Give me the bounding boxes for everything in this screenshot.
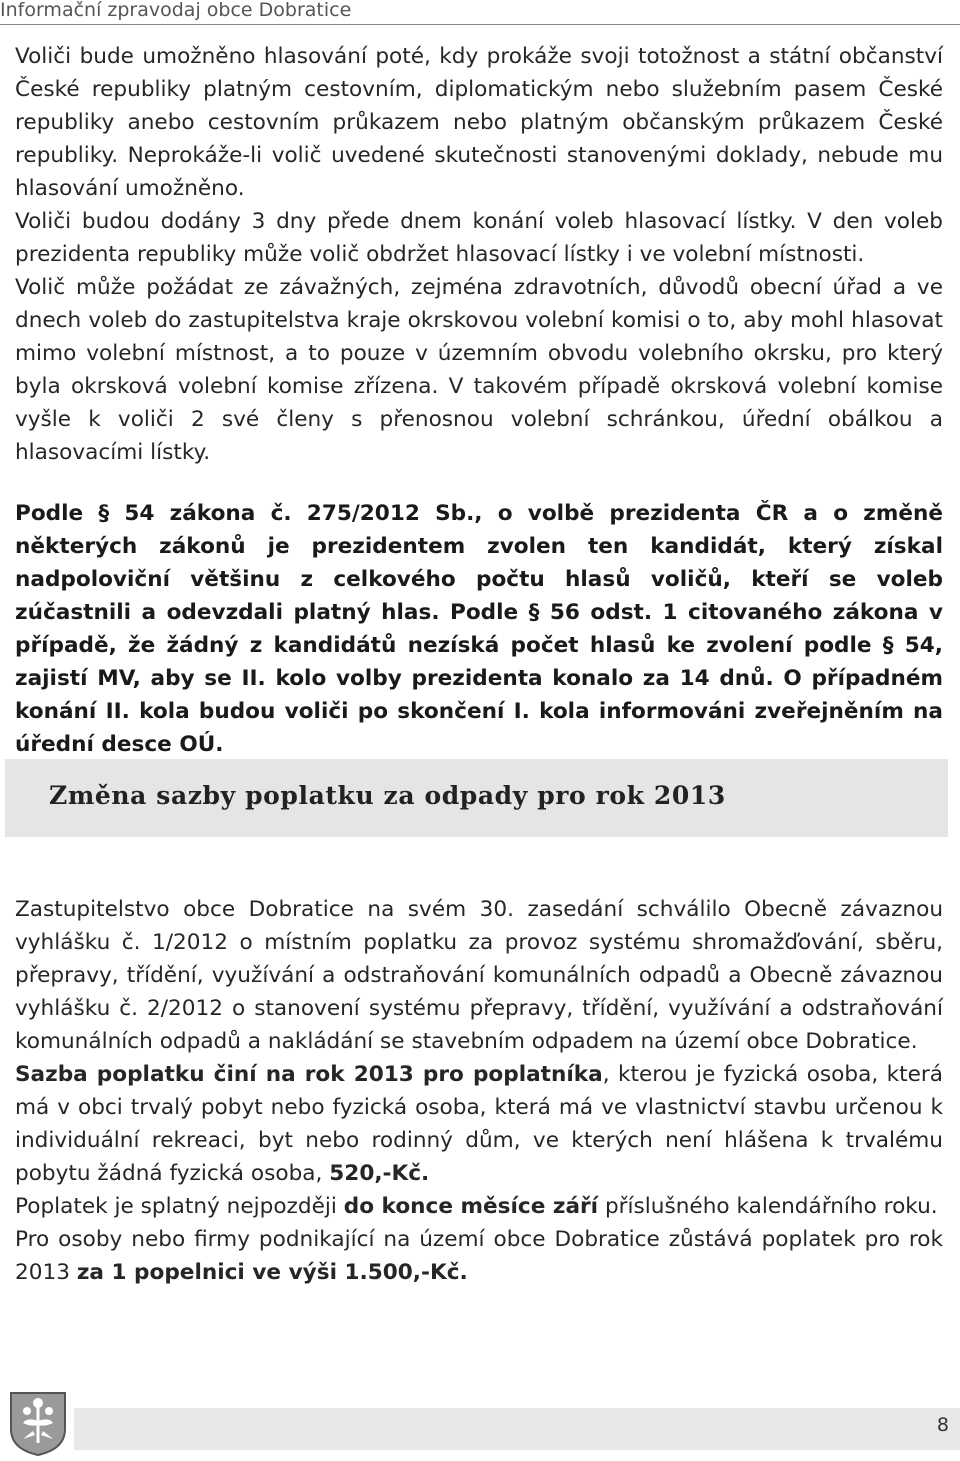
fee-paragraph-ordinance: Zastupitelstvo obce Dobratice na svém 30. zasedání schválilo Obecně závaznou vyhlášku č. 1/2012 o místním poplatku za provoz systému shromažďování, sběru, přepravy, třídění, využívání a odstraňování komunálních odpadů a Obecně závaznou vyhlášku č. 2/2012 o stanovení systému přepravy, třídění, využívání a odstraňování komunálních odpadů a nakládání se stavebním odpadem na území obce Dobratice. (15, 897, 943, 1054)
waste-fee-section (15, 893, 943, 1289)
section-title: Změna sazby poplatku za odpady pro rok 2013 (49, 781, 726, 810)
newsletter-title: Informační zpravodaj obce Dobratice (0, 0, 352, 21)
fee-due-post: příslušného kalendářního roku. (604, 1194, 938, 1219)
fee-rate-amount: 520,-Kč. (329, 1161, 430, 1186)
fee-business-pre: Pro osoby nebo firmy podnikající na území obce Dobratice zůstává poplatek pro rok 2013 (15, 1227, 943, 1285)
fee-paragraph-business (15, 1223, 943, 1289)
page-header (0, 0, 960, 25)
election-paragraph-identity: Voliči bude umožněno hlasování poté, kdy prokáže svoji totožnost a státní občanství České republiky platným cestovním, diplomatickým nebo služebním pasem České republiky anebo cestovním průkazem nebo platným občanským průkazem České republiky. Neprokáže-li volič uvedené skutečnosti stanovenými doklady, nebude mu hlasování umožněno. (15, 44, 943, 201)
election-section (15, 40, 943, 761)
fee-due-bold: do konce měsíce září (343, 1194, 599, 1219)
fee-paragraph-due (15, 1190, 943, 1223)
fee-business-bold: za 1 popelnici ve výši 1.500,-Kč. (76, 1260, 468, 1285)
fee-rate-bold: Sazba poplatku činí na rok 2013 pro poplatníka (15, 1062, 603, 1087)
election-paragraph-ballots: Voliči budou dodány 3 dny přede dnem konání voleb hlasovací lístky. V den voleb prezidenta republiky může volič obdržet hlasovací lístky i ve volební místnosti. (15, 209, 943, 267)
fee-due-pre: Poplatek je splatný nejpozději (15, 1194, 337, 1219)
fee-paragraph-rate (15, 1058, 943, 1190)
election-legal-paragraph: Podle § 54 zákona č. 275/2012 Sb., o volbě prezidenta ČR a o změně některých zákonů je prezidentem zvolen ten kandidát, který získal nadpoloviční většinu z celkového počtu hlasů voličů, kteří se voleb zúčastnili a odevzdali platný hlas. Podle § 56 odst. 1 citovaného zákona v případě, že žádný z kandidátů nezíská počet hlasů ke zvolení podle § 54, zajistí MV, aby se II. kolo volby prezidenta konalo za 14 dnů. O případném konání II. kola budou voliči po skončení I. kola informováni zveřejněním na úřední desce OÚ. (15, 501, 943, 757)
fee-rate-text: , kterou je fyzická osoba, která má v obci trvalý pobyt nebo fyzická osoba, která má ve vlastnictví stavbu určenou k individuální rekreaci, byt nebo rodinný dům, ve kterých není hlášena k trvalému pobytu žádná fyzická osoba, (15, 1062, 944, 1186)
section-title-banner (5, 759, 948, 837)
footer-bar (74, 1408, 960, 1450)
page-number: 8 (936, 1414, 949, 1436)
election-paragraph-mobile-ballot: Volič může požádat ze závažných, zejména zdravotních, důvodů obecní úřad a ve dnech voleb do zastupitelstva kraje okrskovou volební komisi o to, aby mohl hlasovat mimo volební místnost, a to pouze v územním obvodu volebního okrsku, pro který byla okrsková volební komise zřízena. V takovém případě okrsková volební komise vyšle k voliči 2 své členy s přenosnou volební schránkou, úřední obálkou a hlasovacími lístky. (15, 275, 943, 465)
coat-of-arms-icon (9, 1391, 67, 1457)
